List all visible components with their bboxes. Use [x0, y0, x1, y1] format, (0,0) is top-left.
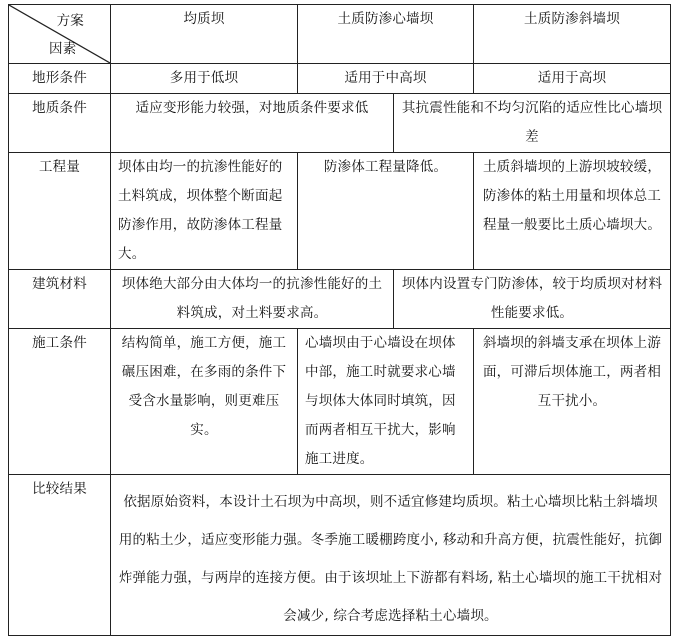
table-row [9, 475, 671, 636]
dam-comparison-table [8, 4, 671, 636]
table-cell: 土质斜墙坝的上游坝坡较缓，防渗体的粘土用量和坝体总工程量一般要比土质心墙坝大。 [474, 153, 671, 270]
corner-label-factor: 因素 [49, 41, 77, 57]
table-cell: 其抗震性能和不均匀沉陷的适应性比心墙坝差 [394, 94, 671, 153]
table-row [9, 329, 671, 475]
table-cell: 适用于高坝 [474, 64, 671, 94]
table-cell: 适用于中高坝 [298, 64, 474, 94]
header-homogeneous: 均质坝 [111, 5, 298, 64]
table-cell: 心墙坝由于心墙设在坝体中部，施工时就要求心墙与坝体大体同时填筑，因而两者相互干扰大，影响施工进度。 [298, 329, 474, 475]
table-cell: 防渗体工程量降低。 [298, 153, 474, 270]
table-cell: 坝体绝大部分由大体均一的抗渗性能好的土料筑成，对土料要求高。 [111, 270, 394, 329]
table-cell: 适应变形能力较强，对地质条件要求低 [111, 94, 394, 153]
table-cell: 多用于低坝 [111, 64, 298, 94]
corner-cell [9, 5, 111, 64]
factor-label: 地质条件 [9, 94, 111, 153]
factor-label: 建筑材料 [9, 270, 111, 329]
factor-label: 工程量 [9, 153, 111, 270]
corner-label-option: 方案 [56, 13, 84, 29]
result-cell: 依据原始资料，本设计土石坝为中高坝，则不适宜修建均质坝。粘土心墙坝比粘土斜墙坝用的粘土少，适应变形能力强。冬季施工暖棚跨度小, 移动和升高方便，抗震性能好，抗御炸弹能力强，与两岸的连接方便。由于该坝址上下游都有料场, 粘土心墙坝的施工干扰相对会减少, 综合考虑选择粘土心墙坝。 [111, 475, 671, 636]
table-row [9, 94, 671, 153]
table-cell: 坝体内设置专门防渗体，较于均质坝对材料性能要求低。 [394, 270, 671, 329]
table-row [9, 153, 671, 270]
factor-label: 地形条件 [9, 64, 111, 94]
table-row [9, 64, 671, 94]
factor-label: 比较结果 [9, 475, 111, 636]
table-cell: 结构简单，施工方便，施工碾压困难，在多雨的条件下受含水量影响，则更难压实。 [111, 329, 298, 475]
table-cell: 坝体由均一的抗渗性能好的土料筑成，坝体整个断面起防渗作用，故防渗体工程量大。 [111, 153, 298, 270]
header-core-wall: 土质防渗心墙坝 [298, 5, 474, 64]
header-row [9, 5, 671, 64]
factor-label: 施工条件 [9, 329, 111, 475]
table-cell: 斜墙坝的斜墙支承在坝体上游面，可滞后坝体施工，两者相互干扰小。 [474, 329, 671, 475]
table-row [9, 270, 671, 329]
header-inclined-wall: 土质防渗斜墙坝 [474, 5, 671, 64]
